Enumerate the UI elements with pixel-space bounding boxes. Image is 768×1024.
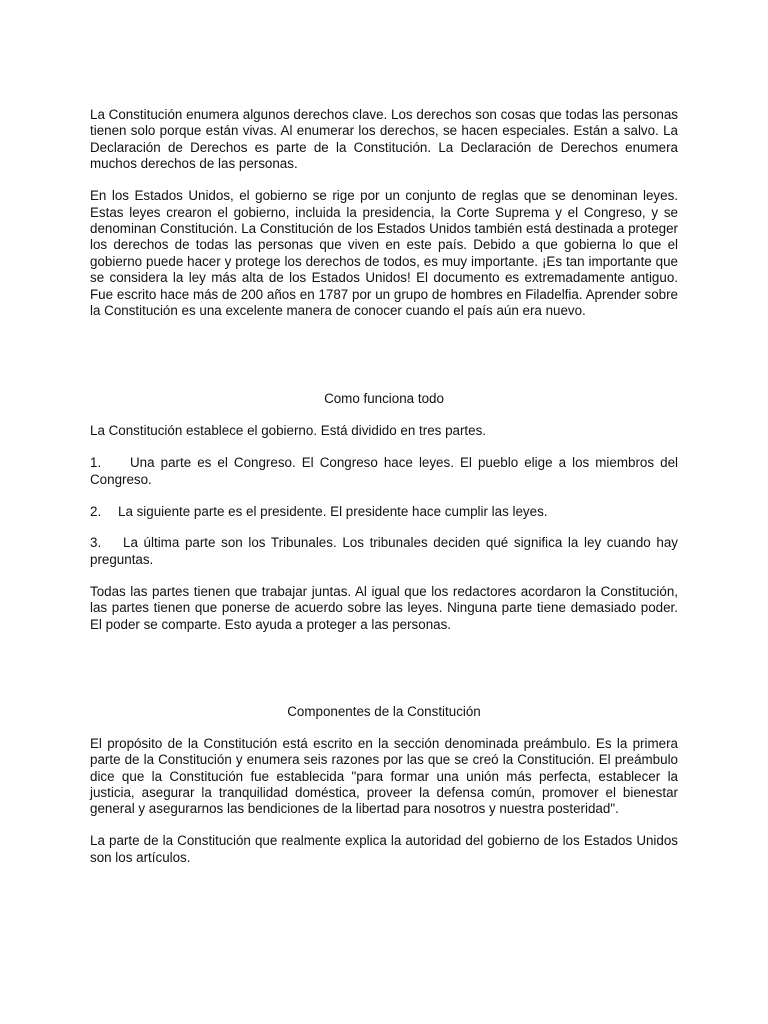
section-heading-componentes: Componentes de la Constitución [287, 703, 481, 719]
list-item-number: 1. [90, 455, 102, 471]
list-item [90, 504, 678, 520]
document-page [90, 107, 678, 882]
list-item-text: La siguiente parte es el presidente. El presidente hace cumplir las leyes. [118, 503, 548, 519]
intro-paragraph-1: La Constitución enumera algunos derechos clave. Los derechos son cosas que todas las personas tienen solo porque están vivas. Al enumerar los derechos, se hacen especiales. Están a salvo. La Declaración de Derechos es parte de la Constitución. La Declaración de Derechos enumera muchos derechos de las personas. [90, 107, 678, 172]
section1-paragraph-2: Todas las partes tienen que trabajar juntas. Al igual que los redactores acordaron la Constitución, las partes tienen que ponerse de acuerdo sobre las leyes. Ninguna parte tiene demasiado poder. El poder se comparte. Esto ayuda a proteger a las personas. [90, 583, 678, 632]
list-item [90, 535, 678, 568]
list-item [90, 455, 678, 488]
list-item-text: La última parte son los Tribunales. Los tribunales deciden qué significa la ley cuando hay preguntas. [90, 535, 678, 567]
section2-paragraph-1: El propósito de la Constitución está escrito en la sección denominada preámbulo. Es la primera parte de la Constitución y enumera seis razones por las que se creó la Constitución. El preámbulo dice que la Constitución fue establecida "para formar una unión más perfecta, establecer la justicia, asegurar la tranquilidad doméstica, proveer la defensa común, promover el bienestar general y asegurarnos las bendiciones de la libertad para nosotros y nuestra posteridad". [90, 735, 678, 817]
intro-paragraph-2: En los Estados Unidos, el gobierno se rige por un conjunto de reglas que se denominan leyes. Estas leyes crearon el gobierno, incluida la presidencia, la Corte Suprema y el Congreso, y se denominan Constitución. La Constitución de los Estados Unidos también está destinada a proteger los derechos de todas las personas que viven en este país. Debido a que gobierna lo que el gobierno puede hacer y protege los derechos de todos, es muy importante. ¡Es tan importante que se considera la ley más alta de los Estados Unidos! El documento es extremadamente antiguo. Fue escrito hace más de 200 años en 1787 por un grupo de hombres en Filadelfia. Aprender sobre la Constitución es una excelente manera de conocer cuando el país aún era nuevo. [90, 188, 678, 318]
section2-paragraph-2: La parte de la Constitución que realmente explica la autoridad del gobierno de los Estados Unidos son los artículos. [90, 833, 678, 865]
section-heading-como-funciona: Como funciona todo [324, 391, 444, 407]
list-item-text: Una parte es el Congreso. El Congreso hace leyes. El pueblo elige a los miembros del Congreso. [90, 455, 678, 487]
list-item-number: 2. [90, 503, 102, 519]
section1-paragraph-1: La Constitución establece el gobierno. Está dividido en tres partes. [90, 423, 487, 439]
list-item-number: 3. [90, 535, 102, 551]
